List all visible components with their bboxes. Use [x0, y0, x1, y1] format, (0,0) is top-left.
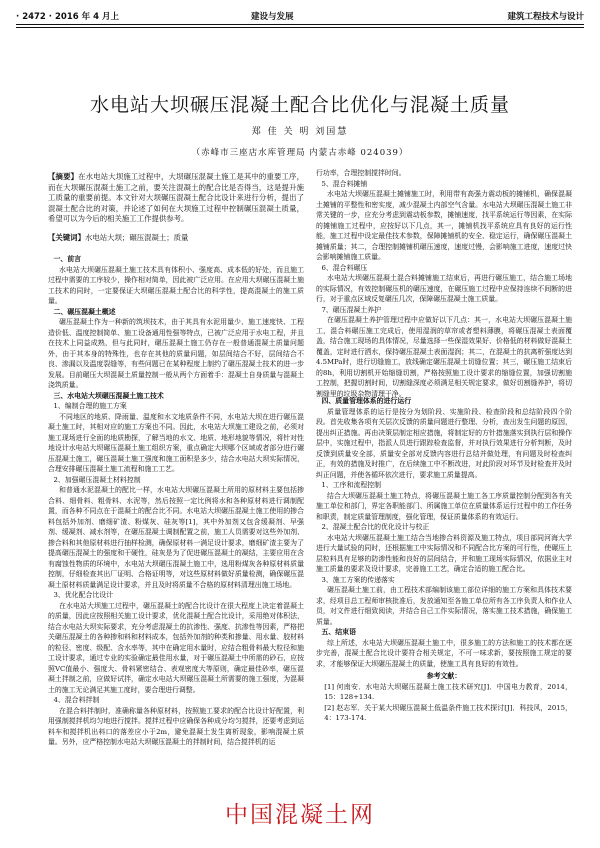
keywords	[48, 232, 304, 243]
subsection-heading: 2、混凝土配合比的优化设计与校正	[321, 523, 430, 531]
subsection-heading: 3、施工方案的传递落实	[321, 575, 395, 584]
journal-name: 建筑工程技术与设计	[507, 12, 584, 22]
body-paragraph: 结合大坝碾压混凝土施工特点，将碾压混凝土施工各工序质量控制分配到各有关施工单位和部门，界定各职能部门、所属施工单位在质量体系运行过程中的工作任务和职责，制定质量管理制度，强化管理，保证质量体系的有效运行。	[316, 491, 572, 521]
right-column-bottom	[316, 396, 572, 724]
section-heading: 五、结束语	[321, 628, 356, 636]
subsection-heading: 6、混合料碾压	[321, 263, 368, 272]
paper-title: 水电站大坝碾压混凝土配合比优化与混凝土质量	[89, 94, 510, 116]
abstract-text: 在水电站大坝施工过程中，大坝碾压混凝土施工是其中的重要工序，而在大坝碾压混凝土施工之前，要关注混凝土的配合比是否得当，这是提升施工质量的重要前提。本文针对大坝碾压混凝土配合比设计来进行分析，提出了混凝土配合比的对策，并论述了如何在大坝施工过程中控制碾压混凝土质量，希望可以为今后的相关施工工作提供参考。	[48, 172, 304, 224]
abstract	[48, 172, 304, 225]
section-heading: 四、质量管理体系的进行运行	[321, 397, 412, 405]
subsection-heading: 1、编制合理的施工方案	[53, 402, 127, 410]
body-paragraph: 碾压混凝土施工前，由工程技术部编制该施工部位详细的施工方案和具体技术要求，经项目总工程师审核批准后，发放通知至各施工单位所有各工序负责人和作业人员，对文件进行细致阅读，并结合自己工作实际情况，落实施工技术措施，确保施工质量。	[316, 586, 572, 626]
references-heading: 参考文献：	[426, 672, 462, 680]
body-paragraph: 在混合料拌制时，准确称量各种原材料，按照施工要求的配合比设计好配置，利用强制搅拌机均匀地进行搅拌。搅拌过程中应确保各种成分均匀搅拌，还要考虑到运料车和搅拌机出料口的落差应小于2m，避免混凝土发生离析现象，影响混凝土质量。另外，应严格控制水电站大坝碾压混凝土的拌制时间，结合搅拌机的运	[48, 706, 304, 746]
keywords-text: 水电站大坝；碾压混凝土；质量	[84, 233, 189, 242]
body-paragraph: 行功率，合理控制搅拌时间。	[316, 169, 406, 177]
right-column-top	[316, 168, 572, 399]
footer-brand: 中国混凝土网	[225, 802, 375, 828]
section-heading: 三、水电站大坝碾压混凝土施工技术	[53, 391, 164, 400]
body-paragraph: 质量管理体系的运行是按分为划阶段、实施阶段、检查阶段和总结阶段四个阶段。首先收集各项有关层次反馈的质量问题进行整理、分析，查出发生问题的原因，提出纠正措施。再由决策层制定相应措施，将制定好的方针措施落实到执行层和操作层中，实施过程中，指派人员进行跟踪检查监督，并对执行效果进行分析判断，及时反馈到质量安全部，质量安全部对反馈内容进行总结并做处理，有问题及时检查纠正，有效的措施及时推广，在后续施工中不断改进，对此阶段对环节及时检查并及时纠正问题，并使各循环依次进行，要求施工质量提高。	[316, 407, 572, 479]
page-header	[16, 6, 584, 26]
body-paragraph: 碾压混凝土作为一种新的筑坝技术，由于其具有水泥用量少、施工速度快、工程造价低、温度控制简单、施工设备通用性强等特点，已被广泛应用于水电工程，并且在技术上同益成熟，但与此同时，碾压混凝土施工仍存在一般普通混凝土质量问题外，由于其本身的特殊性，也存在其他的质量问题，如层间结合不好，层间结合不良、渗漏以及温度裂缝等，有些问题已在某种程度上制约了碾压混凝土技术的进一步发展。目前碾压大坝混凝土质量控制一般从两个方面着手：混凝土自身质量与混凝土浇筑质量。	[48, 318, 304, 389]
body-paragraph: 水电站大坝碾压混凝土施工技术具有体积小、强度高、成本低的好处，而且施工过程中需要的工序较少，操作相对简单，因此被广泛应用。在应用大坝碾压混凝土施工技术的同时，一定要保证大坝碾压混凝土配合比的科学性，提高混凝土的施工质量。	[48, 265, 304, 305]
reference-item: [2] 赵志军．关于某大坝碾压混凝土低温条件施工技术探讨[J]．科技风，2015，4：173-174.	[324, 703, 572, 722]
body-paragraph: 和普通水泥混凝土的配比一样，水电站大坝碾压混凝土所用的原材料主要包括掺合料、细骨料、粗骨料、水泥等，然后按照一定比例将水和各种原材料进行调制配置，而各种不同点在于混凝土的配合比不同。水电站大坝碾压混凝土施工使用的掺合料包括外加剂、磨细矿渣、粉煤灰、硅灰等[1]，其中外加剂又包含缓凝剂、早强剂、缓凝剂、减水剂等，在碾压混凝土调制配置之前，施工人员需要对这些外加剂、掺合料和其他原材料进行抽样检测，确保原材料一满足设计要求，磨细矿渣主要为了提高碾压混凝土的强度和干硬性，硅灰是为了促进碾压混凝土的凝结，主要应用在含有腐蚀性物质的环境中，水电站大坝碾压混凝土施工中，选用粉煤灰各种原材料质量控制，仔细检查其出厂证明、合格证明等，对这些原材料做好质量检测，确保碾压混凝土原材料质量满足设计要求，并且及时将质量不合格的原材料清理出施工场地。	[48, 486, 304, 589]
subsection-heading: 5、混合料摊铺	[321, 179, 368, 188]
subsection-heading: 2、加强碾压混凝土材料控制	[53, 475, 141, 484]
paper-affiliation: （赤峰市三座店水库管理局 内蒙古赤峰 024039）	[191, 148, 409, 158]
body-paragraph: 在碾压混凝土养护管理过程中应做好以下几点：其一，水电站大坝碾压混凝土施工，混合料碾压施工完成后，使用湿润的草帘或者塑料薄膜，将碾压混凝土表面覆盖，结合施工现场的具体情况，尽量选择一些保湿效果好、价格低的材料做好混凝土覆盖，定时进行洒水，保持碾压混凝土表面湿润；其二，在混凝土的抗离析强度达到4.5MPa时，进行切缝施工，放线确定碾压混凝土切缝位置；其三，碾压施工结束后的8h，利用切割机开始缩缝切割，严格按照施工设计要求的缩缝位置，加强切割施工控制，把握切割时间，切割缝深度必须满足相关规定要求，做好切割缝养护，将切割缝里的垃圾杂物清理干净。	[316, 316, 572, 398]
header-rule-thin	[16, 27, 584, 28]
keywords-label: 【关键词】	[48, 233, 85, 242]
body-paragraph: 不同地区的地质、降雨量、温度和水文地质条件不同，水电站大坝在进行碾压混凝土施工时，其相对应的施工方案也不同。因此，水电站大坝施工建设之前，必须对施工现场进行全面的地质勘探，了解当地的水文、地质、地形地貌等情况，将针对性地设计水电站大坝碾压混凝土施工组织方案，重点确定大坝哪个区域或者部分进行碾压混凝土施工，碾压混凝土施工强度和施工面积是多少，结合水电站大坝实际情况，合理安排碾压混凝土施工流程和施工工艺。	[48, 412, 304, 473]
section-name: 建设与发展	[251, 12, 294, 22]
subsection-heading: 7、碾压混凝土养护	[321, 305, 382, 314]
section-heading: 一、前言	[53, 255, 82, 263]
body-paragraph: 水电站大坝碾压混凝土混合料摊铺施工结束后，再进行碾压施工，结合施工场地的实际情况，有效控制碾压机的碾压速度，在碾压施工过程中应保持连续不间断的进行，对于重点区域反复碾压几次，保障碾压混凝土施工质量。	[316, 274, 572, 303]
abstract-label: 【摘要】	[48, 172, 79, 181]
left-column	[48, 254, 304, 748]
page-info: · 2472 · 2016 年 4 月上	[16, 12, 119, 22]
body-paragraph: 水电站大坝碾压混凝土摊铺施工时，利用带有高强力震动板的摊铺机，确保混凝土摊铺的平整性和密实度，减少混凝土内部空气含量。水电站大坝碾压混凝土施工非常关键的一步，应充分考虑到震动板参数，摊铺速度，找平系统运行等因素，在实际的摊铺施工过程中，应按好以下几点，其一，摊铺机找平系统应具有良好的运行性能，施工过程中设定最佳技术参数，保障摊铺机的安全、稳定运行，确保碾压混凝土摊铺质量；其二，合理控制摊铺机碾压速度，速度过慢，会影响施工进度，速度过快会影响摊铺施工质量。	[316, 190, 572, 261]
header-rule-thick	[16, 24, 584, 25]
subsection-heading: 3、优化配合比设计	[53, 591, 114, 599]
subsection-heading: 4、混合料拌制	[53, 696, 100, 704]
body-paragraph: 在水电站大坝施工过程中，碾压混凝土的配合比设计在很大程度上决定着混凝土的质量，因此应按照相关施工设计要求，优化混凝土配合比设计，采用绝对体积法，结合水电站大坝实际要求，充分考虑混凝土的抗渗性、强度、抗渗性等因素，严格把关碾压混凝土的各种掺和料和材料成本，包括外加剂的种类和掺量、用水量、胶材料的粒径、密度、级配、含水率等，其中在确定用水量时，应结合粗骨料最大粒径和施工设计要求，通过专业的实验确定最佳用水量，对于碾压混凝土中所需的砂石，应按照VC值最小、强度大、骨料紧密结合、表观密度大等原则，确定最佳砂率，碾压混凝土拌制之前，应做好试拌，确定水电站大坝碾压混凝土所需要的施工强度，为混凝土的施工无论满足其施工度时，要合理进行调整。	[48, 601, 304, 694]
paper-authors: 郑 佳 关 明 刘国慧	[251, 127, 349, 137]
body-paragraph: 水电站大坝碾压混凝土施工结合当地掺合料资源及施工特点，项目部同河海大学进行大量试验的同时，还根据施工中实际情况和不同配合比方案的可行性，使碾压上层粒料具有足够的防渗性能和良好的层间结合，并和施工现场实际情况，依据业主对施工质量的要求及设计要求，完善施工工艺，确定合适的施工配合比。	[316, 533, 572, 573]
section-heading: 二、碾压混凝土概述	[53, 307, 116, 316]
reference-item: [1] 何南安．水电站大坝碾压混凝土施工技术研究[J]．中国电力教育，2014，15：128+134.	[324, 682, 572, 701]
subsection-heading: 1、工序和流程控制	[321, 481, 382, 489]
body-paragraph: 综上所述，水电站大坝碾压混凝土施工中，很多施工的方法和施工的技术都在逐步完善，混凝土配合比设计要符合相关规定，不可一味求新，要按照施工规定的要求，才能够保证大坝碾压混凝土的质量，使施工具有良好的有效性。	[316, 638, 572, 668]
